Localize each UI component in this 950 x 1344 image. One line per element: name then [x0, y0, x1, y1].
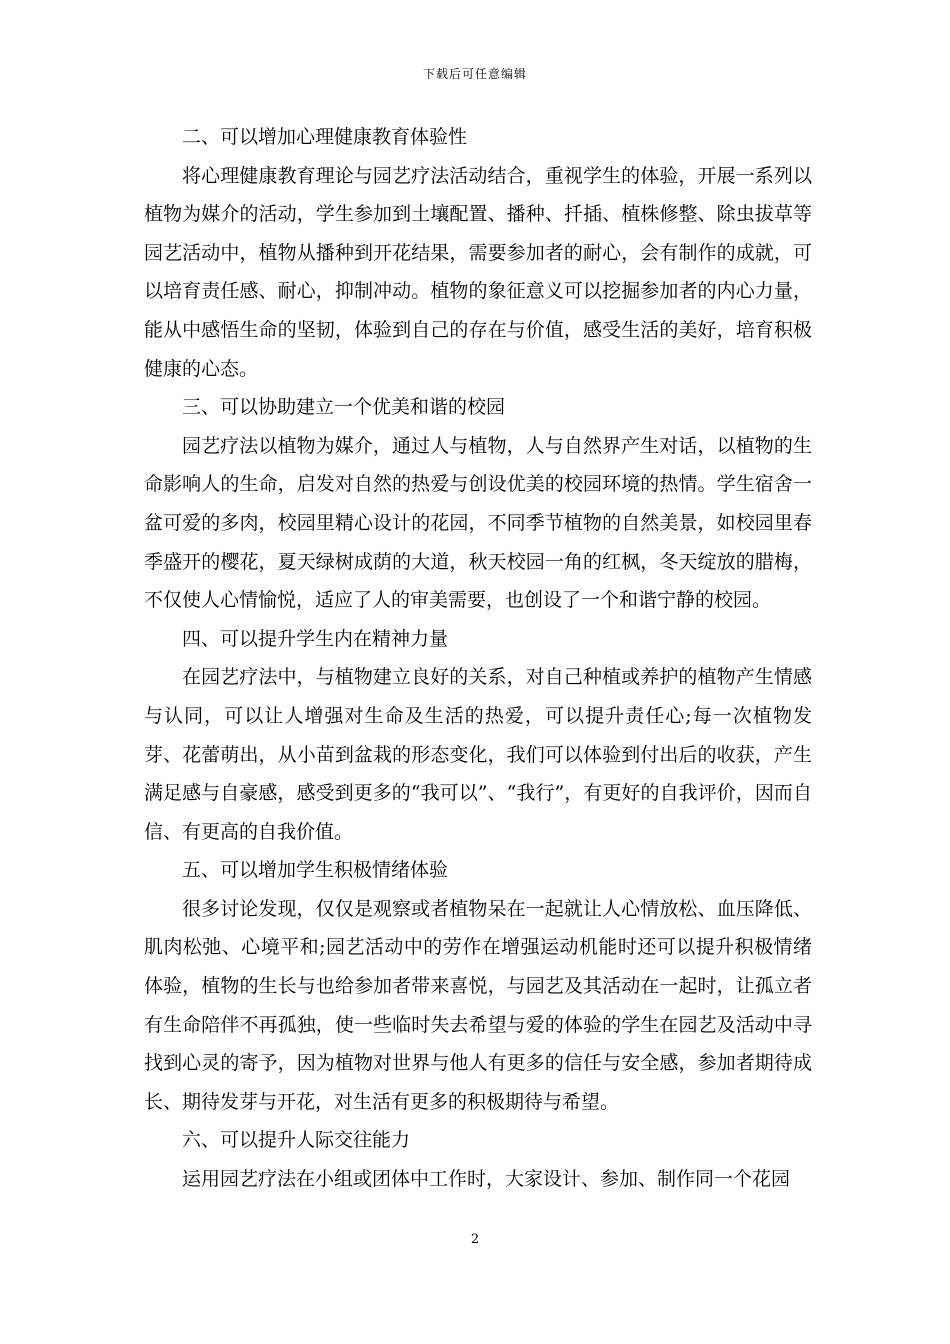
section-heading-3: 三、可以协助建立一个优美和谐的校园: [182, 396, 506, 419]
body-paragraph: 园艺疗法以植物为媒介，通过人与植物，人与自然界产生对话，以植物的生命影响人的生命，启发对自然的热爱与创设优美的校园环境的热情。学生宿舍一盆可爱的多肉，校园里精心设计的花园，不同季节植物的自然美景，如校园里春季盛开的樱花，夏天绿树成荫的大道，秋天校园一角的红枫，冬天绽放的腊梅，不仅使人心情愉悦，适应了人的审美需要，也创设了一个和谐宁静的校园。: [144, 434, 812, 612]
section-heading-5: 五、可以增加学生积极情绪体验: [182, 859, 449, 882]
section-heading-4: 四、可以提升学生内在精神力量: [182, 627, 449, 650]
body-paragraph: 运用园艺疗法在小组或团体中工作时，大家设计、参加、制作同一个花园: [182, 1168, 791, 1191]
section-heading-6: 六、可以提升人际交往能力: [182, 1129, 411, 1152]
body-paragraph: 很多讨论发现，仅仅是观察或者植物呆在一起就让人心情放松、血压降低、肌肉松弛、心境平和;园艺活动中的劳作在增强运动机能时还可以提升积极情绪体验，植物的生长与也给参加者带来喜悦，与园艺及其活动在一起时，让孤立者有生命陪伴不再孤独，使一些临时失去希望与爱的体验的学生在园艺及活动中寻找到心灵的寄予，因为植物对世界与他人有更多的信任与安全感，参加者期待成长、期待发芽与开花，对生活有更多的积极期待与希望。: [144, 897, 812, 1113]
body-paragraph: 在园艺疗法中，与植物建立良好的关系，对自己种植或养护的植物产生情感与认同，可以让人增强对生命及生活的热爱，可以提升责任心;每一次植物发芽、花蕾萌出，从小苗到盆栽的形态变化，我们可以体验到付出后的收获，产生满足感与自豪感，感受到更多的“我可以”、“我行”，有更好的自我评价，因而自信、有更高的自我价值。: [144, 666, 812, 843]
document-body: [144, 118, 812, 1199]
section-heading-2: 二、可以增加心理健康教育体验性: [182, 126, 468, 148]
page-number: 2: [470, 1232, 480, 1247]
body-paragraph: 将心理健康教育理论与园艺疗法活动结合，重视学生的体验，开展一系列以植物为媒介的活动，学生参加到土壤配置、播种、扦插、植株修整、除虫拔草等园艺活动中，植物从播种到开花结果，需要参加者的耐心，会有制作的成就，可以培育责任感、耐心，抑制冲动。植物的象征意义可以挖掘参加者的内心力量，能从中感悟生命的坚韧，体验到自己的存在与价值，感受生活的美好，培育积极健康的心态。: [144, 164, 812, 380]
page-header: 下载后可任意编辑: [422, 67, 527, 81]
